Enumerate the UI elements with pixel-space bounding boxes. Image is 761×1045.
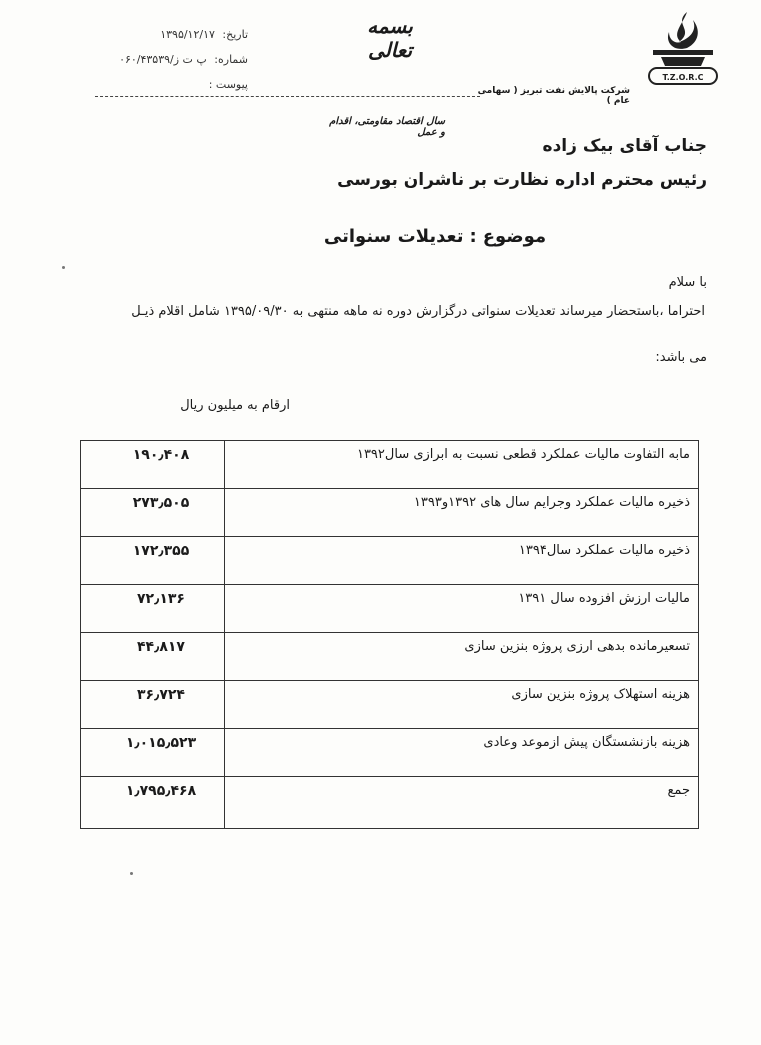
subject-line: موضوع:تعدیلات سنواتی: [323, 226, 547, 247]
table-row: [81, 585, 698, 633]
row-description: ذخیره مالیات عملکرد وجرایم سال های ۱۳۹۲و۱۳۹۳: [413, 495, 690, 510]
number-label: شماره:: [214, 53, 248, 66]
row-amount: ۷۲٫۱۳۶: [137, 591, 185, 607]
table-row: [81, 681, 698, 729]
table-row: [81, 441, 698, 489]
total-amount: ۱٫۷۹۵٫۴۶۸: [125, 783, 197, 799]
row-description: ذخیره مالیات عملکرد سال۱۳۹۴: [518, 543, 690, 558]
row-description: مابه التفاوت مالیات عملکرد قطعی نسبت به ابرازی سال۱۳۹۲: [356, 447, 690, 462]
units-note: ارقام به میلیون ریال: [180, 398, 290, 413]
greeting: با سلام: [668, 275, 707, 290]
total-label: جمع: [667, 783, 690, 798]
row-amount: ۱۷۲٫۳۵۵: [132, 543, 190, 559]
table-row: [81, 537, 698, 585]
row-description: مالیات ارزش افزوده سال ۱۳۹۱: [518, 591, 690, 606]
number-value: پ ت ز/۰۶۰/۴۳۵۳۹: [119, 53, 207, 66]
table-row: [81, 633, 698, 681]
date-value: ۱۳۹۵/۱۲/۱۷: [160, 28, 215, 41]
attachment-label: پیوست :: [208, 78, 248, 91]
scan-speck: [62, 266, 65, 269]
row-amount: ۲۷۳٫۵۰۵: [132, 495, 190, 511]
row-description: هزینه بازنشستگان پیش ازموعد وعادی: [483, 735, 690, 750]
date-label: تاریخ:: [222, 28, 248, 41]
year-motto: سال اقتصاد مقاومتی، اقدام و عمل: [329, 116, 445, 138]
subject-label: موضوع: [482, 226, 547, 247]
row-amount: ۴۴٫۸۱۷: [137, 639, 185, 655]
row-description: هزینه استهلاک پروژه بنزین سازی: [511, 687, 690, 702]
number-line: [98, 53, 248, 66]
body-paragraph-line2: می باشد:: [655, 350, 707, 365]
logo-text: T.Z.O.R.C: [662, 73, 704, 82]
recipient-name: جناب آقای بیک زاده: [542, 136, 707, 156]
header-divider: [95, 96, 480, 97]
table-row: [81, 729, 698, 777]
adjustments-table: [80, 440, 699, 829]
row-amount: ۱۹۰٫۴۰۸: [132, 447, 190, 463]
subject-value: تعدیلات سنواتی: [323, 226, 464, 247]
row-amount: ۳۶٫۷۲۴: [137, 687, 185, 703]
company-logo: [643, 8, 723, 96]
bismillah-heading: بسمه تعالی: [367, 14, 413, 62]
row-description: تسعیرمانده بدهی ارزی پروژه بنزین سازی: [464, 639, 690, 654]
recipient-title: رئیس محترم اداره نظارت بر ناشران بورسی: [337, 170, 707, 190]
table-row: [81, 489, 698, 537]
attachment-line: [98, 78, 248, 91]
company-name: شرکت پالایش نفت تبریز ( سهامی عام ): [477, 86, 630, 106]
date-line: [98, 28, 248, 41]
body-paragraph-line1: احتراما ،باستحضار میرساند تعدیلات سنواتی درگزارش دوره نه ماهه منتهی به ۱۳۹۵/۰۹/۳۰ شامل اقلام ذیـل: [131, 304, 705, 319]
table-total-row: [81, 777, 698, 828]
row-amount: ۱٫۰۱۵٫۵۲۳: [125, 735, 197, 751]
scan-speck: [130, 872, 133, 875]
